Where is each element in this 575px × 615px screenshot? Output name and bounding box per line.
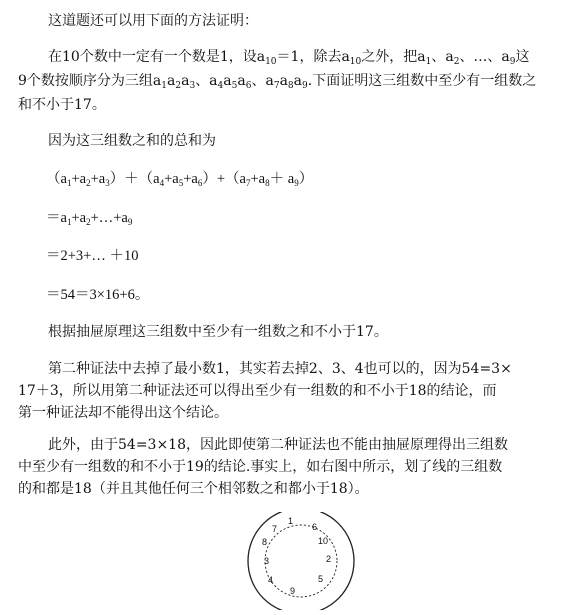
figure-number: 8 — [262, 537, 268, 547]
equation-1: $(a_1+a_2+a_3)+(a_4+a_5+a_6)+(a_7+a_8+ a_9)$ — [46, 171, 314, 188]
paragraph-4-line-2: 17＋3，所以用第二种证法还可以得出至少有一组数的和不小于18的结论，而 — [18, 383, 497, 399]
figure-number: 6 — [312, 522, 318, 532]
intro-line: 这道题还可以用下面的方法证明： — [48, 13, 258, 29]
paragraph-4-line-1: 第二种证法中去掉了最小数1，其实若去掉2、3、4也可以的，因为54=3× — [48, 361, 512, 377]
figure-number: 3 — [264, 556, 270, 566]
paragraph-5-line-2: 中至少有一组数的和不小于19的结论.事实上，如右图中所示，划了线的三组数 — [18, 459, 503, 475]
paragraph-1-line-1: 在10个数中一定有一个数是1，设$a_{10}=1$，除去$a_{10}$之外，把$a_1$、$a_2$、…、$a_9$这 — [48, 49, 530, 67]
figure-number: 2 — [326, 554, 332, 564]
figure-number: 4 — [268, 575, 274, 585]
figure-number: 1 — [288, 516, 294, 526]
equation-3: ＝2+3+… ＋10 — [46, 248, 139, 264]
figure-number: 7 — [272, 524, 278, 534]
paragraph-1-line-2: 9个数按顺序分为三组$a_1a_2a_3$、$a_4a_5a_6$、$a_7a_8a_9$.下面证明这三组数中至少有一组数之 — [18, 73, 537, 91]
figure-number: 5 — [318, 574, 324, 584]
figure-number: 10 — [318, 536, 329, 546]
paragraph-3: 根据抽屉原理这三组数中至少有一组数之和不小于17。 — [48, 324, 388, 340]
paragraph-1-line-3: 和不小于17。 — [18, 97, 106, 113]
paragraph-2: 因为这三组数之和的总和为 — [48, 133, 216, 149]
paragraph-4-line-3: 第一种证法却不能得出这个结论。 — [18, 405, 228, 421]
paragraph-5-line-3: 的和都是18（并且其他任何三个相邻数之和都小于18）。 — [18, 481, 369, 497]
circle-diagram — [244, 512, 358, 610]
equation-2: $=a_1+a_2+\dots+a_9$ — [46, 210, 133, 227]
paragraph-5-line-1: 此外，由于54=3×18，因此即使第二种证法也不能由抽屉原理得出三组数 — [48, 437, 508, 453]
circle-figure — [244, 512, 358, 610]
equation-4: ＝54＝3×16+6。 — [46, 287, 150, 303]
figure-number: 9 — [290, 586, 296, 596]
